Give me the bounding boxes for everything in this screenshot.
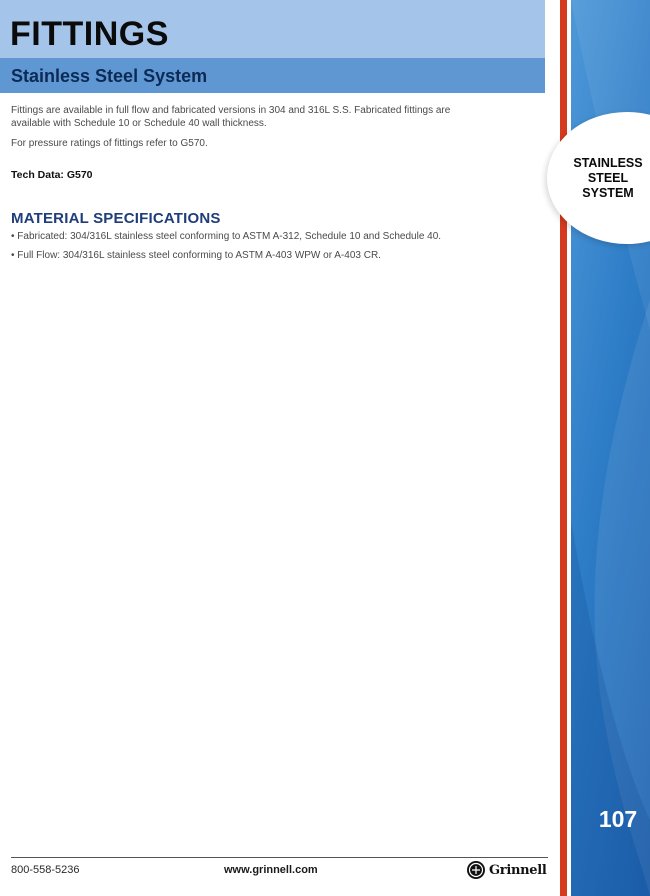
main-content <box>11 104 491 262</box>
logo-wordmark: Grinnell <box>489 862 547 878</box>
tech-data-value: G570 <box>66 169 93 181</box>
material-spec-item: • Fabricated: 304/316L stainless steel conforming to ASTM A-312, Schedule 10 and Schedule 40. <box>11 231 442 242</box>
grinnell-emblem-icon <box>466 860 486 880</box>
intro-paragraph-1: Fittings are available in full flow and fabricated versions in 304 and 316L S.S. Fabricated fittings are available with Schedule 10 or Schedule 40 wall thickness. <box>11 105 451 129</box>
page-number: 107 <box>598 806 638 832</box>
section-tab-line: STAINLESS <box>573 156 643 170</box>
footer-website-link[interactable]: www.grinnell.com <box>224 864 318 876</box>
subtitle-band <box>0 58 545 93</box>
section-tab-label[interactable] <box>562 156 650 201</box>
tech-data-label: Tech Data: <box>11 169 64 181</box>
section-tab-line: SYSTEM <box>582 186 634 200</box>
footer-phone: 800-558-5236 <box>11 864 80 876</box>
material-specs-heading: MATERIAL SPECIFICATIONS <box>11 210 221 227</box>
material-specs-list <box>11 230 491 262</box>
footer-divider <box>11 857 548 858</box>
section-tab-line: STEEL <box>587 171 629 185</box>
page-subtitle: Stainless Steel System <box>11 66 208 86</box>
page-title: FITTINGS <box>10 15 169 53</box>
title-band <box>0 0 545 58</box>
intro-paragraph-2: For pressure ratings of fittings refer to G570. <box>11 138 208 149</box>
tech-data <box>11 169 491 181</box>
material-spec-item: • Full Flow: 304/316L stainless steel conforming to ASTM A-403 WPW or A-403 CR. <box>11 250 381 261</box>
grinnell-logo <box>466 859 550 881</box>
